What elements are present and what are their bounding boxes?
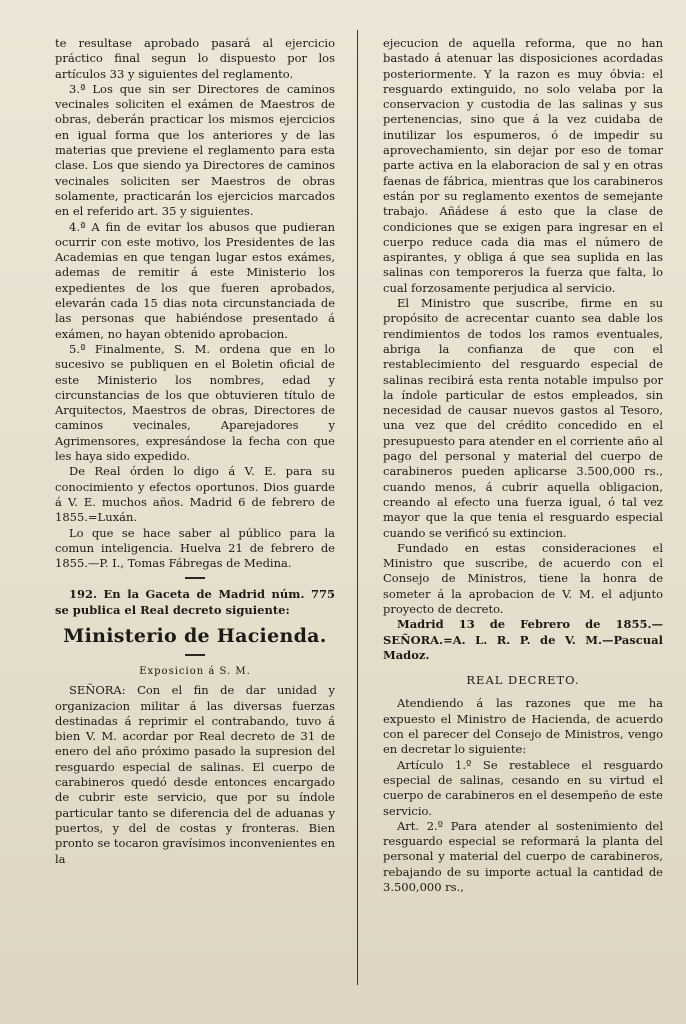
paragraph-continuation: te resultase aprobado pasará al ejercicio práctico final segun lo dispuesto por los artículos 33 y siguientes del reglamento. [55, 36, 335, 81]
announcement-192: 192. En la Gaceta de Madrid núm. 775 se publica el Real decreto siguiente: [55, 587, 335, 617]
paragraph-rule-4: 4.ª A fin de evitar los abusos que pudieran ocurrir con este motivo, los Presidentes de las Academias en que tengan lugar estos exámes, ademas de remitir á este Ministerio los expedientes de los que fueren aprobados, elevarán cada 15 dias nota circunstanciada de las personas que habiéndose presentado á exámen, no hayan obtenido aprobacion. [55, 219, 335, 341]
paragraph-consideraciones: Fundado en estas consideraciones el Ministro que suscribe, de acuerdo con el Consejo de Ministros, tiene la honra de someter á la aprobacion de V. M. el adjunto proyecto de decreto. [383, 540, 663, 616]
ministry-title: Ministerio de Hacienda. [63, 624, 327, 647]
exposicion-heading: Exposicion á S. M. [139, 665, 251, 677]
paragraph-royal-order: De Real órden lo digo á V. E. para su conocimiento y efectos oportunos. Dios guarde á V. E. muchos años. Madrid 6 de febrero de 1855.=Luxán. [55, 464, 335, 525]
left-column [55, 36, 335, 986]
decree-article-2: Art. 2.º Para atender al sostenimiento del resguardo especial se reformará la planta del personal y material del cuerpo de carabineros, rebajando de su importe actual la cantidad de 3.500,000 rs., [383, 818, 663, 895]
paragraph-minister-purpose: El Ministro que suscribe, firme en su propósito de acrecentar cuanto sea dable los rendimientos de todos los ramos eventuales, abriga la confianza de que con el restablecimiento del resguardo especial de salinas recibirá esta renta notable impulso por la índole particular de estos empleados, sin necesidad de causar nuevos gastos al Tesoro, una vez que del crédito concedido en el presupuesto para atender en el corriente año al pago del personal y material del cuerpo de carabineros pueden aplicarse 3.500,000 rs., cuando menos, á cubrir aquella obligacion, creando al efecto una fuerza igual, ó tal vez mayor que la que tenia el resguardo especial cuando se verificó su extincion. [383, 296, 663, 540]
exposicion-paragraph: SEÑORA: Con el fin de dar unidad y organizacion militar á las diversas fuerzas destinadas á reprimir el contrabando, tuvo á bien V. M. acordar por Real decreto de 31 de enero del año próximo pasado la supresion del resguardo especial de salinas. El cuerpo de carabineros quedó desde entonces encargado de cubrir este servicio, que por su índole particular tanto se diferencia del de aduanas y puertos, y del de costas y fronteras. Bien pronto se tocaron gravísimos inconvenientes en la [55, 683, 335, 866]
decree-article-1: Artículo 1.º Se restablece el resguardo especial de salinas, cesando en su virtud el cuerpo de carabineros en el desempeño de este servicio. [383, 757, 663, 818]
title-divider [185, 654, 205, 656]
column-divider [357, 30, 358, 985]
paragraph-rule-3: 3.ª Los que sin ser Directores de caminos vecinales soliciten el exámen de Maestros de obras, deberán practicar los mismos ejercicios en igual forma que los anteriores y de las materias que previene el reglamento para esta clase. Los que siendo ya Directores de caminos vecinales soliciten ser Maestros de obras solamente, practicarán los ejercicios marcados en el referido art. 35 y siguientes. [55, 81, 335, 219]
section-divider [185, 577, 205, 579]
paragraph-signature-madoz: Madrid 13 de Febrero de 1855.—SEÑORA.=A. L. R. P. de V. M.—Pascual Madoz. [383, 617, 663, 662]
decree-preamble: Atendiendo á las razones que me ha expuesto el Ministro de Hacienda, de acuerdo con el parecer del Consejo de Ministros, vengo en decretar lo siguiente: [383, 696, 663, 757]
paragraph-publication-note: Lo que se hace saber al público para la comun inteligencia. Huelva 21 de febrero de 1855.—P. I., Tomas Fábregas de Medina. [55, 525, 335, 571]
paragraph-rule-5: 5.ª Finalmente, S. M. ordena que en lo sucesivo se publiquen en el Boletin oficial de este Ministerio los nombres, edad y circunstancias de los que obtuvieren título de Arquitectos, Maestros de obras, Directores de caminos vecinales, Aparejadores y Agrimensores, expresándose la fecha con que les haya sido expedido. [55, 341, 335, 464]
right-column [383, 36, 663, 986]
decree-heading: REAL DECRETO. [466, 673, 580, 688]
paragraph-exposicion-continued: ejecucion de aquella reforma, que no han bastado á atenuar las disposiciones acordadas posteriormente. Y la razon es muy óbvia: el resguardo extinguido, no solo velaba por la conservacion y custodia de las salinas y sus pertenencias, sino que á la vez cuidaba de inutilizar los espumeros, ó de impedir su aprovechamiento, sin dejar por eso de tomar parte activa en la elaboracion de sal y en otras faenas de fábrica, mientras que los carabineros están por su reglamento exentos de semejante trabajo. Añádese á esto que la clase de condiciones que se exigen para ingresar en el cuerpo reduce cada dia mas el número de aspirantes, y obliga á que sea suplida en las salinas con temporeros la fuerza que falta, lo cual forzosamente perjudica al servicio. [383, 36, 663, 295]
